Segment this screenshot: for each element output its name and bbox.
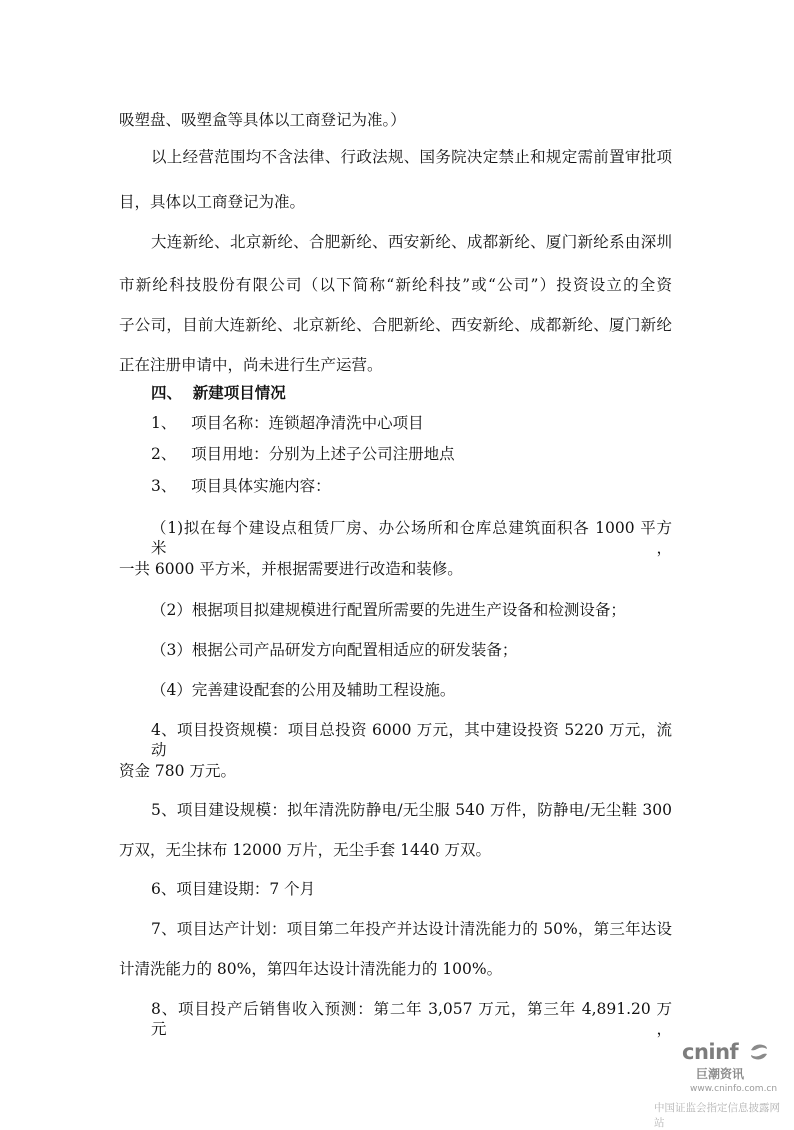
list-item: 2、 项目用地：分别为上述子公司注册地点 <box>151 445 455 463</box>
paragraph-line: 一共 6000 平方米，并根据需要进行改造和装修。 <box>119 560 463 578</box>
paragraph-line: 资金 780 万元。 <box>119 762 236 780</box>
paragraph-line: 大连新纶、北京新纶、合肥新纶、西安新纶、成都新纶、厦门新纶系由深圳 <box>151 233 672 251</box>
watermark-footer: 中国证监会指定信息披露网站 <box>654 1102 780 1129</box>
paragraph-line: 万双，无尘抹布 12000 万片，无尘手套 1440 万双。 <box>119 841 491 859</box>
paragraph-line: 目，具体以工商登记为准。 <box>119 193 306 211</box>
watermark-name: 巨潮资讯 <box>696 1067 745 1081</box>
paragraph-line: 市新纶科技股份有限公司（以下简称“新纶科技”或“公司”）投资设立的全资 <box>119 276 672 294</box>
paragraph-line: 5、项目建设规模：拟年清洗防静电/无尘服 540 万件，防静电/无尘鞋 300 <box>151 801 672 819</box>
paragraph-line: 子公司，目前大连新纶、北京新纶、合肥新纶、西安新纶、成都新纶、厦门新纶 <box>119 316 672 334</box>
watermark-url: www.cninfo.com.cn <box>690 1084 778 1094</box>
paragraph-line: 4、项目投资规模：项目总投资 6000 万元，其中建设投资 5220 万元，流动 <box>151 721 672 759</box>
paragraph-line: 吸塑盘、吸塑盒等具体以工商登记为准。） <box>119 111 406 129</box>
list-item: （2）根据项目拟建规模进行配置所需要的先进生产设备和检测设备； <box>151 601 626 619</box>
paragraph-line: 6、项目建设期：7 个月 <box>151 880 316 898</box>
list-item: （4）完善建设配套的公用及辅助工程设施。 <box>151 681 456 699</box>
list-item: 3、 项目具体实施内容： <box>151 477 331 495</box>
section-heading: 四、 新建项目情况 <box>151 383 286 402</box>
paragraph-line: 7、项目达产计划：项目第二年投产并达设计清洗能力的 50%，第三年达设 <box>151 920 672 938</box>
list-item: 1、 项目名称：连锁超净清洗中心项目 <box>151 414 424 432</box>
cninfo-swirl-icon <box>748 1041 770 1063</box>
paragraph-line: 8、项目投产后销售收入预测：第二年 3,057 万元，第三年 4,891.20 万元， <box>151 1000 672 1038</box>
watermark-logo-text: cninf <box>682 1040 739 1064</box>
paragraph-line: 以上经营范围均不含法律、行政法规、国务院决定禁止和规定需前置审批项 <box>151 148 672 166</box>
paragraph-line: （1)拟在每个建设点租赁厂房、办公场所和仓库总建筑面积各 1000 平方米， <box>151 519 672 557</box>
paragraph-line: 计清洗能力的 80%，第四年达设计清洗能力的 100%。 <box>119 960 503 978</box>
paragraph-line: 正在注册申请中，尚未进行生产运营。 <box>119 356 383 374</box>
list-item: （3）根据公司产品研发方向配置相适应的研发装备； <box>151 641 518 659</box>
cninfo-watermark <box>640 1040 790 1129</box>
